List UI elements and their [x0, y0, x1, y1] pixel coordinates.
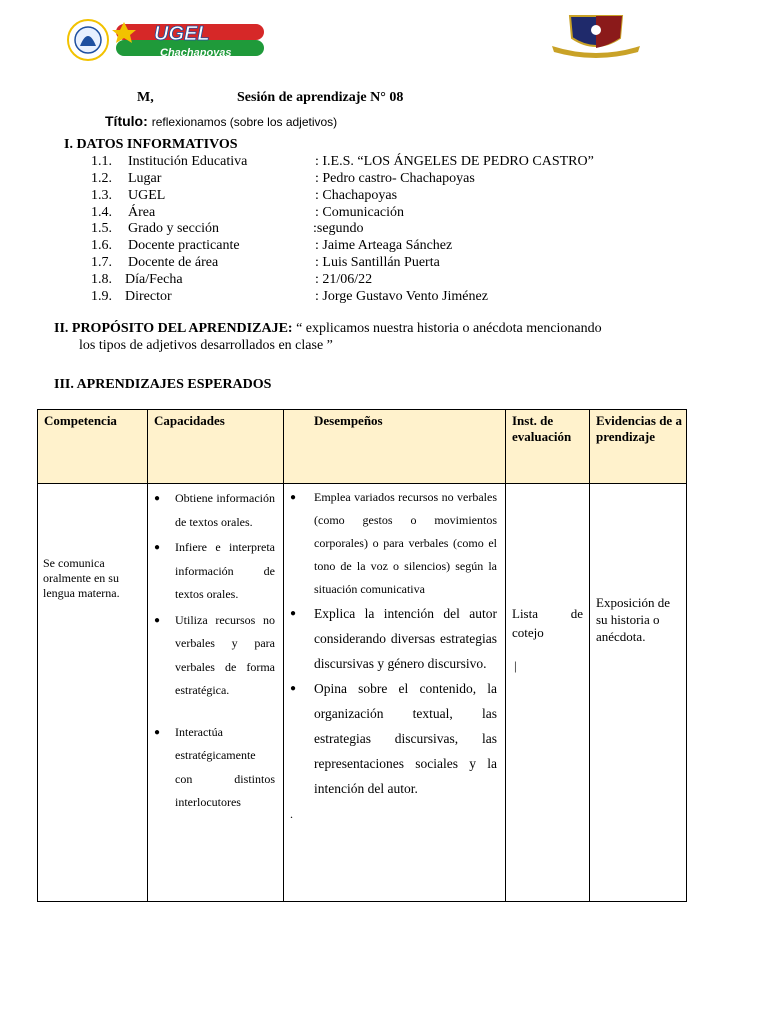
titulo-label: Título:: [105, 113, 148, 129]
proposito-line: [54, 321, 602, 337]
col-instrumento: Inst. de evaluación: [506, 410, 590, 484]
ugel-logo-text: UGEL: [154, 23, 210, 45]
list-item: ● Utiliza recursos no verbales y para verbales de forma estratégica.: [154, 612, 275, 697]
school-emblem: [550, 10, 642, 58]
session-title: Sesión de aprendizaje N° 08: [237, 90, 404, 105]
titulo-value: reflexionamos (sobre los adjetivos): [151, 115, 338, 129]
aprendizajes-table: [37, 409, 687, 902]
ugel-logo-subtext: Chachapoyas: [160, 47, 232, 59]
cell-competencia: Se comunica oralmente en su lengua materna.: [38, 484, 148, 902]
list-item: ● Opina sobre el contenido, la organización textual, las estrategias discursivas, las representaciones sociales y la intención del autor.: [290, 681, 497, 796]
list-item: ● Explica la intención del autor considerando diversas estrategias discursivas y género discursivo.: [290, 606, 497, 671]
cell-instrumento: Lista de cotejo |: [506, 484, 590, 902]
instrumento-mark: |: [514, 658, 517, 673]
list-item: ● Obtiene información de textos orales.: [154, 491, 275, 529]
datos-heading: I. DATOS INFORMATIVOS: [64, 137, 238, 152]
ugel-logo: [62, 18, 267, 62]
proposito-text-2: los tipos de adjetivos desarrollados en clase ”: [79, 338, 333, 353]
aprendizajes-heading: III. APRENDIZAJES ESPERADOS: [54, 377, 272, 392]
proposito-text: “ explicamos nuestra historia o anécdota mencionando: [292, 321, 602, 336]
col-capacidades: Capacidades: [148, 410, 284, 484]
list-item: ● Interactúa estratégicamente con distintos interlocutores: [154, 724, 275, 809]
proposito-heading: II. PROPÓSITO DEL APRENDIZAJE:: [54, 321, 293, 336]
col-competencia: Competencia: [38, 410, 148, 484]
m-label: M,: [137, 90, 154, 105]
col-evidencias: Evidencias de aprendizaje: [590, 410, 687, 484]
cell-desempenos: [284, 484, 506, 902]
cell-capacidades: [148, 484, 284, 902]
list-item: ● Emplea variados recursos no verbales (como gestos o movimientos corporales) o para verbales (como el tono de la voz o silencios) según la situación comunicativa: [290, 490, 497, 596]
table-header-row: [38, 410, 687, 484]
col-desempenos: Desempeños: [284, 410, 506, 484]
titulo-line: [105, 113, 337, 131]
list-item: ● Infiere e interpreta información de textos orales.: [154, 540, 275, 601]
table-row: [38, 484, 687, 902]
cell-evidencias: Exposición de su historia o anécdota.: [590, 484, 687, 902]
desempenos-trailer: .: [290, 807, 293, 821]
